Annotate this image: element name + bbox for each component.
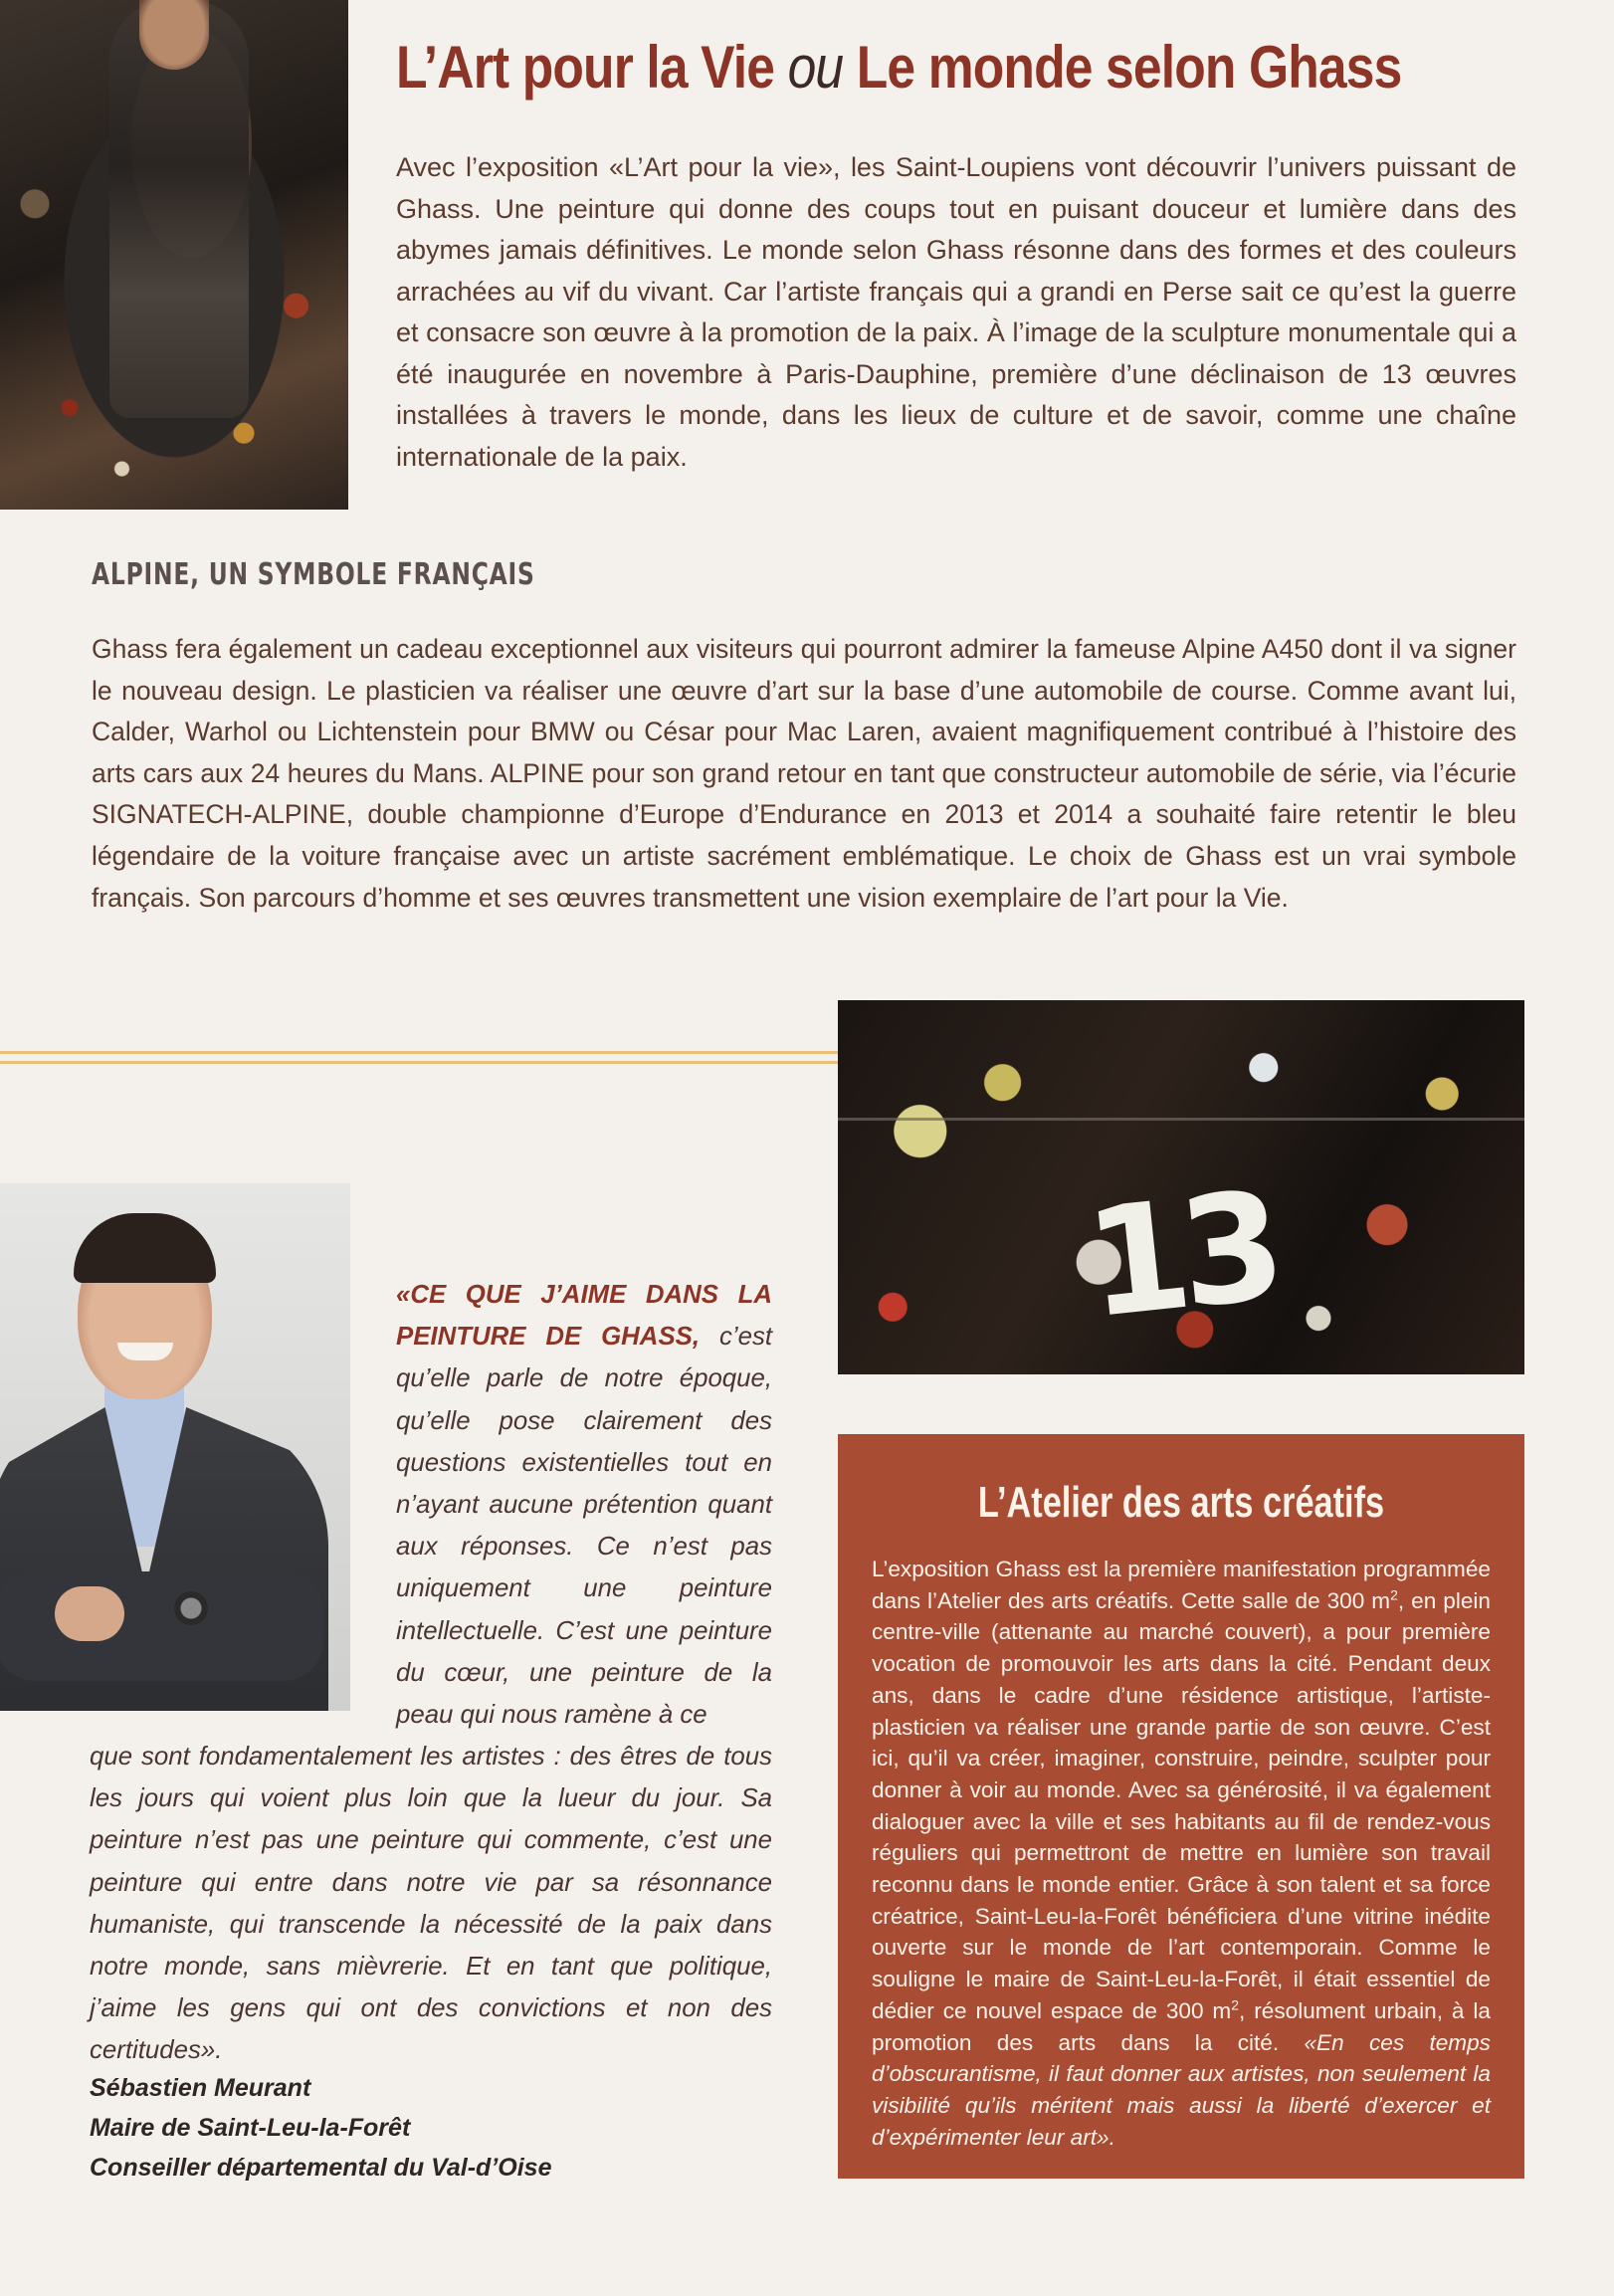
atelier-sup-1: 2 [1390,1586,1398,1603]
alpine-heading: ALPINE, UN SYMBOLE FRANÇAIS [92,557,535,592]
artist-photo [0,0,348,510]
mayor-hand [55,1586,124,1641]
atelier-paragraph [872,1554,1491,2153]
signature-role-mayor: Maire de Saint-Leu-la-Forêt [90,2114,411,2142]
paper-fold [838,1118,1524,1121]
quote-continuation: que sont fondamentalement les artistes : des êtres de tous les jours qui voient plus loin que la lueur du jour. Sa peinture n’est pas une peinture qui commente, c’est une peinture qui entre dans notre vie par sa résonnance humaniste, qui transcende la nécessité de la paix dans notre monde, sans mièvrerie. Et en tant que politique, j’aime les gens qui ont des convictions et non des certitudes». [90,1743,772,2065]
atelier-title: L’Atelier des arts créatifs [977,1478,1385,1527]
mayor-photo [0,1183,350,1711]
atelier-quote: «En ces temps d’obscurantisme, il faut donner aux artistes, non seulement la visibilité qu’ils méritent mais aussi la liberté d’exercer et d’expérimenter leur art». [872,2029,1491,2150]
mayor-watch [174,1591,208,1625]
page-title [396,28,1414,107]
quote-lead-text: c’est qu’elle parle de notre époque, qu’elle pose clairement des questions existentielles tout en n’ayant aucune prétention quant aux réponses. Ce n’est pas uniquement une peinture intellectuelle. C’est une peinture du cœur, une peinture de la peau qui nous ramène à ce [396,1323,773,1730]
divider-lines [0,1051,838,1071]
alpine-paragraph: Ghass fera également un cadeau exceptionnel aux visiteurs qui pourront admirer la fameuse Alpine A450 dont il va signer le nouveau design. Le plasticien va réaliser une œuvre d’art sur la base d’une automobile de course. Comme avant lui, Calder, Warhol ou Lichtenstein pour BMW ou César pour Mac Laren, avaient magnifiquement contribué à l’histoire des arts cars aux 24 heures du Mans. ALPINE pour son grand retour en tant que constructeur automobile de série, via l’écurie SIGNATECH-ALPINE, double championne d’Europe d’Endurance en 2013 et 2014 a souhaité faire retentir le bleu légendaire de la voiture française avec un artiste sacrément emblématique. Le choix de Ghass est un vrai symbole français. Son parcours d’homme et ses œuvres transmettent une vision exemplaire de l’art pour la Vie. [92,634,1516,913]
atelier-text-3: , résolument urbain, à la promotion des arts dans la cité. [872,1997,1491,2055]
mayor-arms [0,1571,323,1681]
signature-role-council: Conseiller départemental du Val-d’Oise [90,2154,552,2182]
artist-face [139,0,209,70]
title-part1: L’Art pour la Vie [396,34,775,101]
painting-photo [838,1000,1524,1374]
atelier-sup-2: 2 [1231,1996,1240,2013]
title-connector: ou [787,34,844,101]
intro-paragraph: Avec l’exposition «L’Art pour la vie», les Saint-Loupiens vont découvrir l’univers puissant de Ghass. Une peinture qui donne des coups tout en puisant douceur et lumière dans des abymes jamais définitives. Le monde selon Ghass résonne dans des formes et des couleurs arrachées au vif du vivant. Car l’artiste français qui a grandi en Perse sait ce qu’est la guerre et consacre son œuvre à la promotion de la paix. À l’image de la sculpture monumentale qui a été inaugurée en novembre à Paris-Dauphine, première d’une déclinaison de 13 œuvres installées à travers le monde, dans les lieux de culture et de savoir, comme une chaîne internationale de la paix. [396,152,1516,472]
atelier-text-2: , en plein centre-ville (attenante au marché couvert), a pour première vocation de promouvoir les arts dans la cité. Pendant deux ans, dans le cadre d’une résidence artistique, l’artiste-plasticien va réaliser une grande partie de son œuvre. C’est ici, qu’il va créer, imaginer, construire, peindre, sculpter pour donner à voir au monde. Avec sa générosité, il va également dialoguer avec la ville et ses habitants au fil de rendez-vous réguliers qui permettront de mettre en lumière son travail reconnu dans le monde entier. Grâce à son talent et sa force créatrice, Saint-Leu-la-Forêt bénéficiera d’une vitrine inédite ouverte sur le monde de l’art contemporain. Comme le souligne le maire de Saint-Leu-la-Forêt, il était essentiel de dédier ce nouvel espace de 300 m [872,1587,1491,2023]
quote-caps: «CE QUE J’AIME DANS LA PEINTURE DE GHASS, [396,1281,772,1352]
title-part2: Le monde selon Ghass [856,34,1402,101]
signature-name: Sébastien Meurant [90,2074,311,2102]
atelier-text-1: L’exposition Ghass est la première manifestation programmée dans l’Atelier des arts créatifs. Cette salle de 300 m [872,1557,1491,1613]
quote-signature [90,2068,551,2188]
atelier-box [838,1434,1524,2179]
mayor-hair [74,1213,216,1283]
painting-number: 13 [1078,1159,1284,1353]
quote-lead [396,1274,772,1736]
